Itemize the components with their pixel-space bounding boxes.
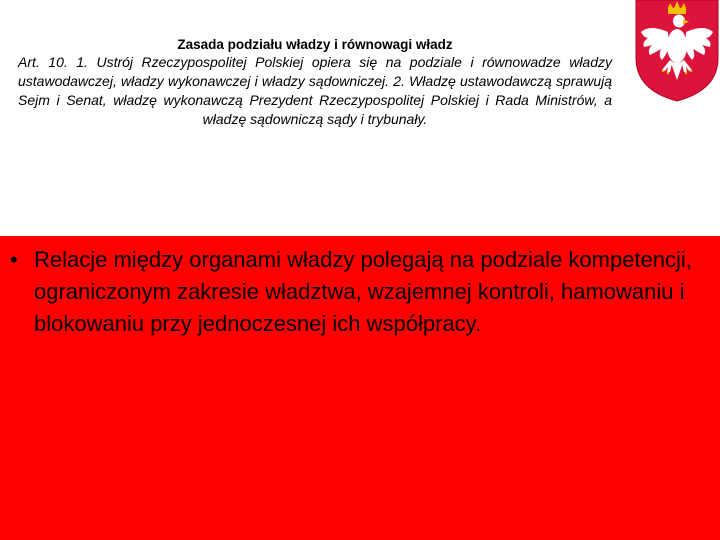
slide-title: Zasada podziału władzy i równowagi władz <box>177 37 453 52</box>
constitution-article-text: Art. 10. 1. Ustrój Rzeczypospolitej Polskiej opiera się na podziale i równowadze władzy ustawodawczej, władzy wykonawczej i władzy sądowniczej. 2. Władzę ustawodawczą sprawują Sejm i Senat, władzę wykonawczą Prezydent Rzeczypospolitej Polskiej i Rada Ministrów, a władzę sądowniczą sądy i trybunały. <box>18 54 612 127</box>
red-content-panel <box>0 236 720 540</box>
bullet-list <box>10 244 702 340</box>
polish-eagle-emblem-icon <box>634 0 720 102</box>
bullet-marker: • <box>10 247 18 272</box>
bullet-text: Relacje między organami władzy polegają na podziale kompetencji, ograniczonym zakresie władztwa, wzajemnej kontroli, hamowaniu i blokowaniu przy jednoczesnej ich współpracy. <box>34 247 692 336</box>
slide-header <box>18 36 612 129</box>
bullet-item <box>10 244 702 340</box>
